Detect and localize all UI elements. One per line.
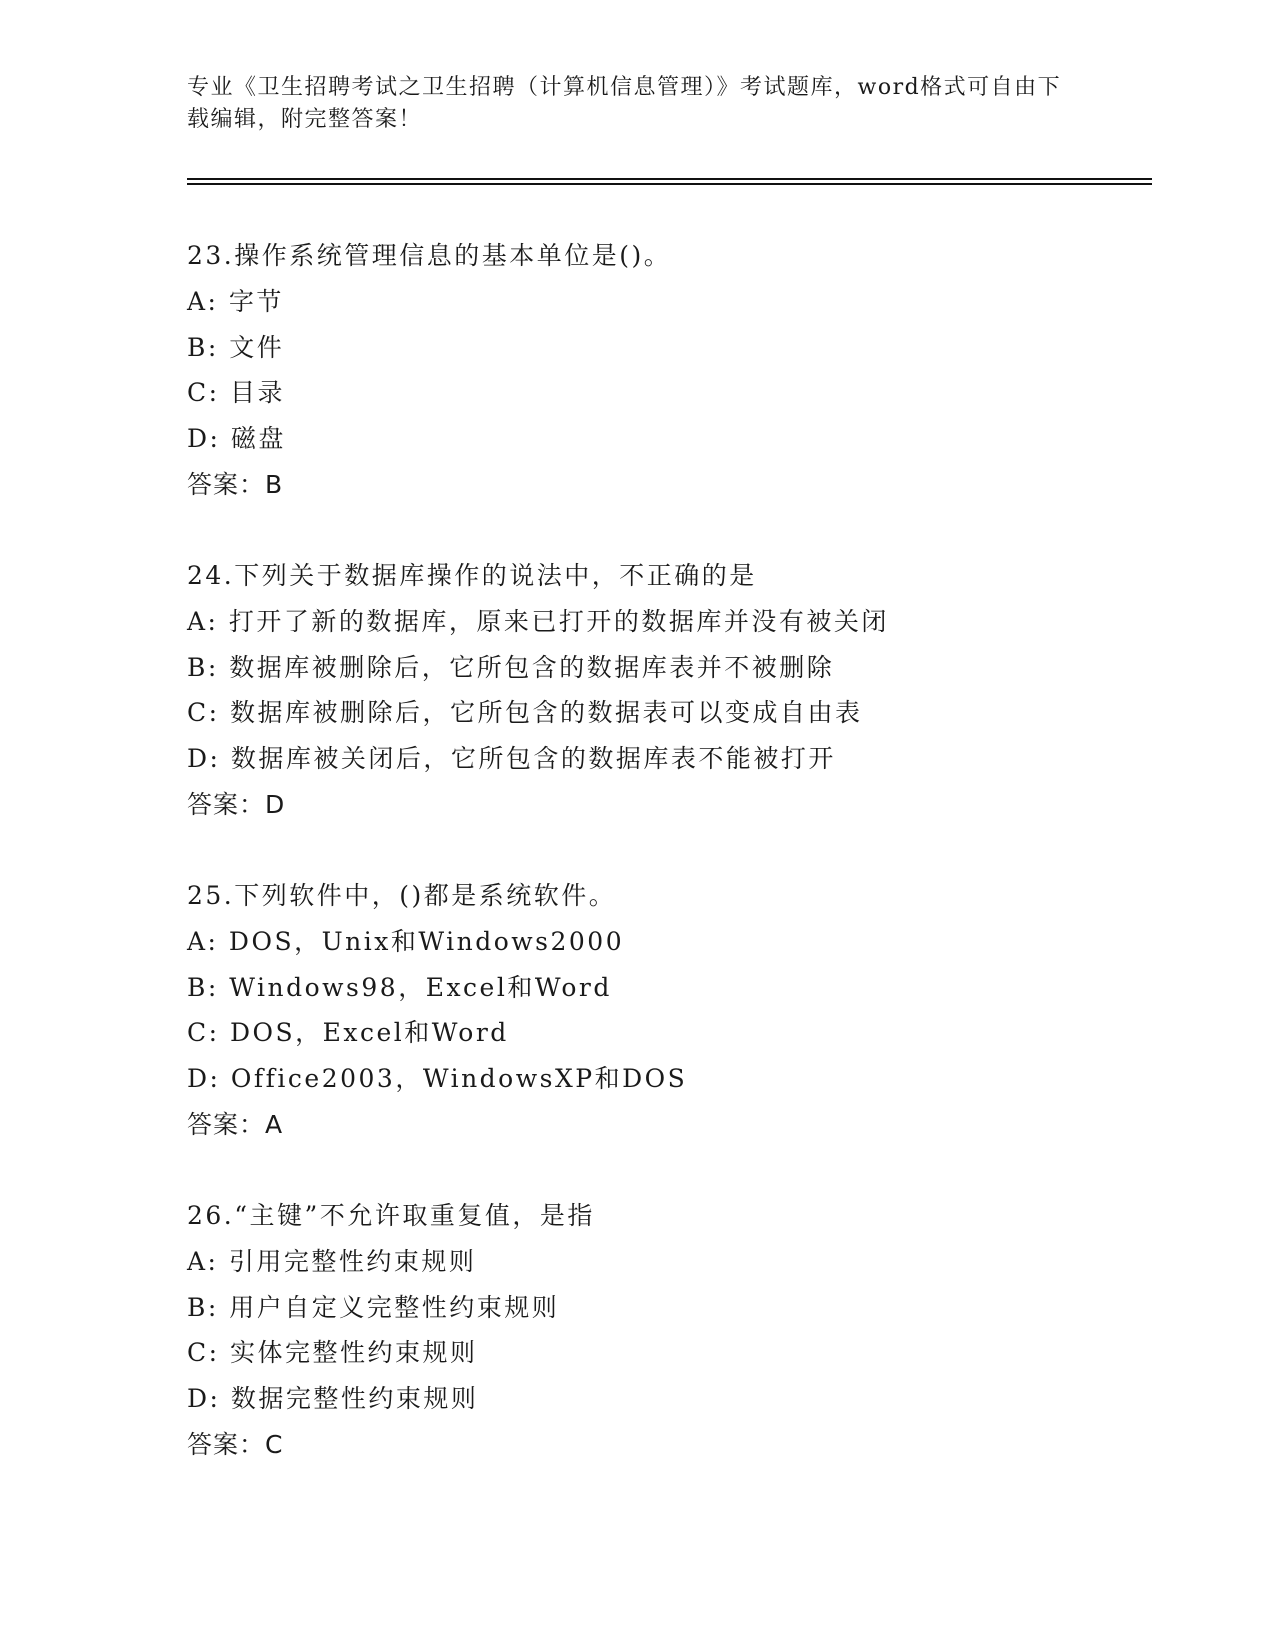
option-a: A: DOS，Unix和Windows2000: [187, 926, 625, 956]
option-b: B: 数据库被删除后，它所包含的数据库表并不被删除: [187, 652, 835, 682]
option-c: C: 数据库被删除后，它所包含的数据表可以变成自由表: [187, 698, 863, 728]
option-b: B: Windows98，Excel和Word: [187, 972, 612, 1002]
document-header: 专业《卫生招聘考试之卫生招聘（计算机信息管理）》考试题库，word格式可自由下载编辑，附完整答案！: [187, 75, 1062, 132]
question-26: [187, 1193, 1147, 1468]
question-24: [187, 553, 1147, 828]
question-23: [187, 233, 1147, 508]
header-rule-bottom: [187, 183, 1152, 185]
question-25: [187, 873, 1147, 1148]
question-stem: 23.操作系统管理信息的基本单位是()。: [187, 241, 672, 270]
option-c: C: 实体完整性约束规则: [187, 1338, 478, 1368]
option-a: A: 打开了新的数据库，原来已打开的数据库并没有被关闭: [187, 606, 889, 636]
option-a: A: 字节: [187, 286, 284, 316]
answer-line: 答案：C: [187, 1429, 284, 1459]
header-rule-top: [187, 178, 1152, 180]
answer-line: 答案：B: [187, 469, 284, 499]
option-d: D: 数据完整性约束规则: [187, 1384, 479, 1414]
question-stem: 24.下列关于数据库操作的说法中，不正确的是: [187, 561, 757, 590]
answer-line: 答案：A: [187, 1109, 284, 1139]
option-a: A: 引用完整性约束规则: [187, 1246, 477, 1276]
option-d: D: 数据库被关闭后，它所包含的数据库表不能被打开: [187, 744, 836, 774]
option-d: D: 磁盘: [187, 424, 286, 454]
question-stem: 25.下列软件中，()都是系统软件。: [187, 881, 617, 910]
option-b: B: 文件: [187, 332, 285, 362]
option-c: C: 目录: [187, 378, 285, 408]
question-stem: 26.“主键”不允许取重复值，是指: [187, 1201, 595, 1230]
option-b: B: 用户自定义完整性约束规则: [187, 1292, 560, 1322]
answer-line: 答案：D: [187, 789, 286, 819]
option-d: D: Office2003，WindowsXP和DOS: [187, 1064, 688, 1094]
option-c: C: DOS，Excel和Word: [187, 1018, 509, 1048]
